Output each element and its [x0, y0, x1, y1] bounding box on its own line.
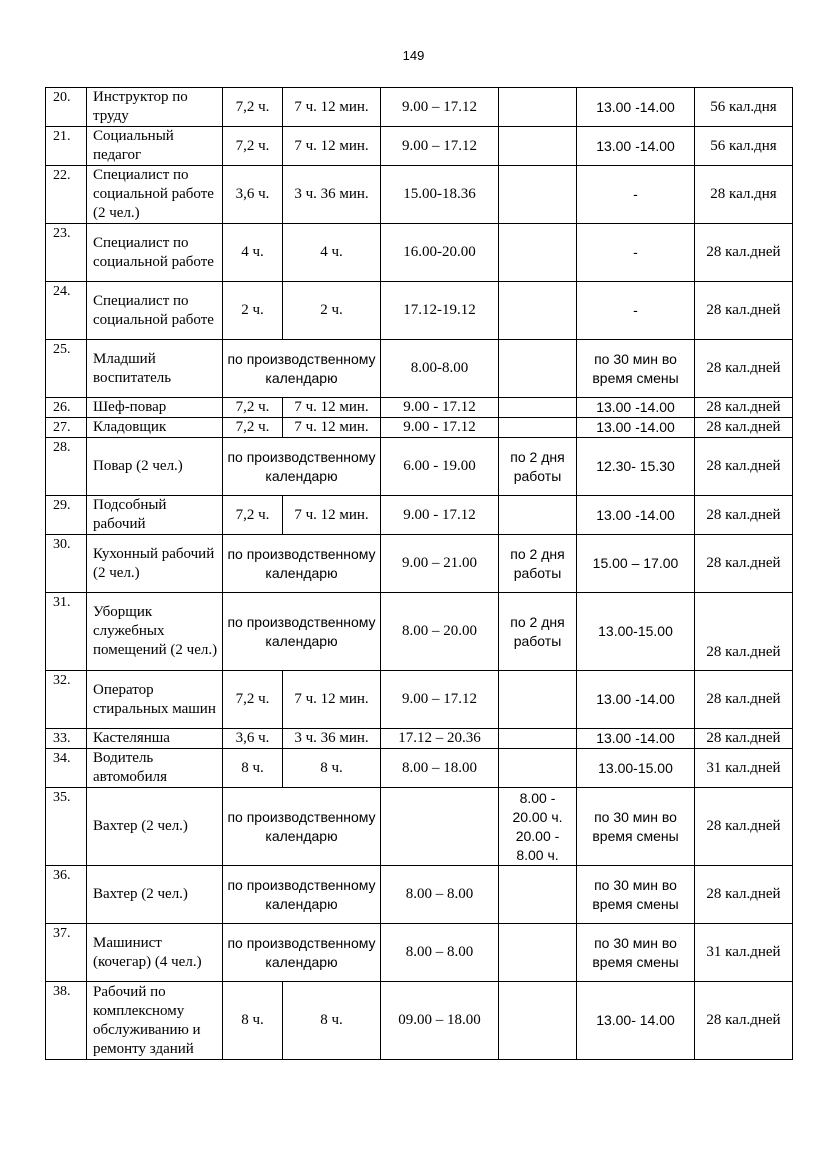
duration-cell: 7 ч. 12 мин. — [283, 418, 381, 438]
row-number: 32. — [46, 671, 87, 729]
row-number: 37. — [46, 924, 87, 982]
hours-cell: 7,2 ч. — [223, 418, 283, 438]
position-name: Подсобный рабочий — [87, 496, 223, 535]
position-name: Младший воспитатель — [87, 340, 223, 398]
position-name: Кладовщик — [87, 418, 223, 438]
position-name: Кухонный рабочий (2 чел.) — [87, 535, 223, 593]
duration-cell: 3 ч. 36 мин. — [283, 166, 381, 224]
vacation-cell: 28 кал.дней — [695, 224, 793, 282]
time-cell — [381, 788, 499, 866]
table-row — [46, 982, 793, 1060]
shift-cell — [499, 340, 577, 398]
vacation-cell: 28 кал.дней — [695, 788, 793, 866]
row-number: 38. — [46, 982, 87, 1060]
vacation-cell: 28 кал.дней — [695, 438, 793, 496]
shift-cell: по 2 дня работы — [499, 438, 577, 496]
table-row — [46, 340, 793, 398]
shift-cell — [499, 866, 577, 924]
position-name: Специалист по социальной работе (2 чел.) — [87, 166, 223, 224]
time-cell: 16.00-20.00 — [381, 224, 499, 282]
shift-cell: 8.00 - 20.00 ч. 20.00 - 8.00 ч. — [499, 788, 577, 866]
vacation-cell: 28 кал.дней — [695, 496, 793, 535]
row-number: 33. — [46, 729, 87, 749]
shift-cell — [499, 671, 577, 729]
break-cell: 13.00-15.00 — [577, 593, 695, 671]
table-row — [46, 788, 793, 866]
duration-cell: 7 ч. 12 мин. — [283, 671, 381, 729]
shift-cell — [499, 398, 577, 418]
calendar-cell: по производственному календарю — [223, 924, 381, 982]
row-number: 28. — [46, 438, 87, 496]
row-number: 21. — [46, 127, 87, 166]
time-cell: 9.00 – 17.12 — [381, 671, 499, 729]
table-row — [46, 224, 793, 282]
row-number: 23. — [46, 224, 87, 282]
vacation-cell: 56 кал.дня — [695, 127, 793, 166]
position-name: Оператор стиральных машин — [87, 671, 223, 729]
shift-cell — [499, 749, 577, 788]
shift-cell: по 2 дня работы — [499, 535, 577, 593]
time-cell: 9.00 – 17.12 — [381, 127, 499, 166]
row-number: 35. — [46, 788, 87, 866]
time-cell: 9.00 - 17.12 — [381, 418, 499, 438]
break-cell: 13.00 -14.00 — [577, 496, 695, 535]
break-cell: по 30 мин во время смены — [577, 866, 695, 924]
calendar-cell: по производственному календарю — [223, 535, 381, 593]
break-cell: 13.00 -14.00 — [577, 418, 695, 438]
vacation-cell: 28 кал.дней — [695, 282, 793, 340]
position-name: Уборщик служебных помещений (2 чел.) — [87, 593, 223, 671]
row-number: 31. — [46, 593, 87, 671]
shift-cell — [499, 127, 577, 166]
duration-cell: 7 ч. 12 мин. — [283, 127, 381, 166]
break-cell: 13.00 -14.00 — [577, 729, 695, 749]
break-cell: по 30 мин во время смены — [577, 924, 695, 982]
shift-cell — [499, 166, 577, 224]
work-schedule-table — [45, 87, 793, 1060]
position-name: Повар (2 чел.) — [87, 438, 223, 496]
row-number: 36. — [46, 866, 87, 924]
vacation-cell: 31 кал.дней — [695, 924, 793, 982]
position-name: Водитель автомобиля — [87, 749, 223, 788]
vacation-cell: 28 кал.дней — [695, 671, 793, 729]
shift-cell — [499, 982, 577, 1060]
vacation-cell: 28 кал.дней — [695, 398, 793, 418]
table-row — [46, 438, 793, 496]
table-row — [46, 749, 793, 788]
hours-cell: 8 ч. — [223, 749, 283, 788]
hours-cell: 7,2 ч. — [223, 398, 283, 418]
hours-cell: 4 ч. — [223, 224, 283, 282]
time-cell: 9.00 – 17.12 — [381, 88, 499, 127]
hours-cell: 3,6 ч. — [223, 166, 283, 224]
table-row — [46, 593, 793, 671]
position-name: Вахтер (2 чел.) — [87, 788, 223, 866]
position-name: Специалист по социальной работе — [87, 224, 223, 282]
time-cell: 17.12-19.12 — [381, 282, 499, 340]
table-row — [46, 535, 793, 593]
vacation-cell: 28 кал.дней — [695, 866, 793, 924]
calendar-cell: по производственному календарю — [223, 438, 381, 496]
shift-cell — [499, 282, 577, 340]
hours-cell: 8 ч. — [223, 982, 283, 1060]
table-row — [46, 166, 793, 224]
break-cell: 15.00 – 17.00 — [577, 535, 695, 593]
duration-cell: 4 ч. — [283, 224, 381, 282]
position-name: Кастелянша — [87, 729, 223, 749]
break-cell: - — [577, 224, 695, 282]
row-number: 26. — [46, 398, 87, 418]
row-number: 34. — [46, 749, 87, 788]
hours-cell: 7,2 ч. — [223, 496, 283, 535]
break-cell: 13.00 -14.00 — [577, 671, 695, 729]
time-cell: 6.00 - 19.00 — [381, 438, 499, 496]
break-cell: по 30 мин во время смены — [577, 340, 695, 398]
calendar-cell: по производственному календарю — [223, 788, 381, 866]
row-number: 25. — [46, 340, 87, 398]
row-number: 20. — [46, 88, 87, 127]
duration-cell: 7 ч. 12 мин. — [283, 496, 381, 535]
time-cell: 17.12 – 20.36 — [381, 729, 499, 749]
table-row — [46, 88, 793, 127]
position-name: Машинист (кочегар) (4 чел.) — [87, 924, 223, 982]
position-name: Инструктор по труду — [87, 88, 223, 127]
time-cell: 8.00 – 18.00 — [381, 749, 499, 788]
table-row — [46, 398, 793, 418]
break-cell: 12.30- 15.30 — [577, 438, 695, 496]
duration-cell: 7 ч. 12 мин. — [283, 88, 381, 127]
vacation-cell: 28 кал.дней — [695, 418, 793, 438]
vacation-cell: 28 кал.дней — [695, 982, 793, 1060]
break-cell: 13.00- 14.00 — [577, 982, 695, 1060]
vacation-cell: 28 кал.дней — [695, 729, 793, 749]
table-row — [46, 127, 793, 166]
vacation-cell: 28 кал.дней — [695, 593, 793, 671]
vacation-cell: 31 кал.дней — [695, 749, 793, 788]
break-cell: 13.00 -14.00 — [577, 88, 695, 127]
break-cell: 13.00 -14.00 — [577, 398, 695, 418]
table-row — [46, 671, 793, 729]
vacation-cell: 28 кал.дня — [695, 166, 793, 224]
table-row — [46, 866, 793, 924]
break-cell: по 30 мин во время смены — [577, 788, 695, 866]
hours-cell: 2 ч. — [223, 282, 283, 340]
shift-cell — [499, 729, 577, 749]
row-number: 24. — [46, 282, 87, 340]
time-cell: 8.00-8.00 — [381, 340, 499, 398]
hours-cell: 7,2 ч. — [223, 127, 283, 166]
table-row — [46, 418, 793, 438]
duration-cell: 7 ч. 12 мин. — [283, 398, 381, 418]
time-cell: 8.00 – 8.00 — [381, 924, 499, 982]
shift-cell — [499, 496, 577, 535]
time-cell: 9.00 - 17.12 — [381, 496, 499, 535]
table-row — [46, 729, 793, 749]
hours-cell: 7,2 ч. — [223, 671, 283, 729]
break-cell: 13.00-15.00 — [577, 749, 695, 788]
position-name: Вахтер (2 чел.) — [87, 866, 223, 924]
break-cell: - — [577, 282, 695, 340]
time-cell: 15.00-18.36 — [381, 166, 499, 224]
table-row — [46, 924, 793, 982]
time-cell: 09.00 – 18.00 — [381, 982, 499, 1060]
row-number: 22. — [46, 166, 87, 224]
break-cell: - — [577, 166, 695, 224]
break-cell: 13.00 -14.00 — [577, 127, 695, 166]
hours-cell: 3,6 ч. — [223, 729, 283, 749]
page-number: 149 — [402, 48, 425, 63]
time-cell: 8.00 – 8.00 — [381, 866, 499, 924]
row-number: 27. — [46, 418, 87, 438]
duration-cell: 8 ч. — [283, 982, 381, 1060]
calendar-cell: по производственному календарю — [223, 866, 381, 924]
shift-cell — [499, 418, 577, 438]
position-name: Специалист по социальной работе — [87, 282, 223, 340]
duration-cell: 8 ч. — [283, 749, 381, 788]
hours-cell: 7,2 ч. — [223, 88, 283, 127]
position-name: Социальный педагог — [87, 127, 223, 166]
vacation-cell: 56 кал.дня — [695, 88, 793, 127]
vacation-cell: 28 кал.дней — [695, 535, 793, 593]
shift-cell — [499, 88, 577, 127]
time-cell: 9.00 - 17.12 — [381, 398, 499, 418]
time-cell: 8.00 – 20.00 — [381, 593, 499, 671]
row-number: 29. — [46, 496, 87, 535]
time-cell: 9.00 – 21.00 — [381, 535, 499, 593]
position-name: Рабочий по комплексному обслуживанию и ремонту зданий — [87, 982, 223, 1060]
calendar-cell: по производственному календарю — [223, 593, 381, 671]
duration-cell: 3 ч. 36 мин. — [283, 729, 381, 749]
duration-cell: 2 ч. — [283, 282, 381, 340]
row-number: 30. — [46, 535, 87, 593]
shift-cell — [499, 224, 577, 282]
position-name: Шеф-повар — [87, 398, 223, 418]
vacation-cell: 28 кал.дней — [695, 340, 793, 398]
shift-cell — [499, 924, 577, 982]
calendar-cell: по производственному календарю — [223, 340, 381, 398]
table-row — [46, 496, 793, 535]
shift-cell: по 2 дня работы — [499, 593, 577, 671]
table-row — [46, 282, 793, 340]
